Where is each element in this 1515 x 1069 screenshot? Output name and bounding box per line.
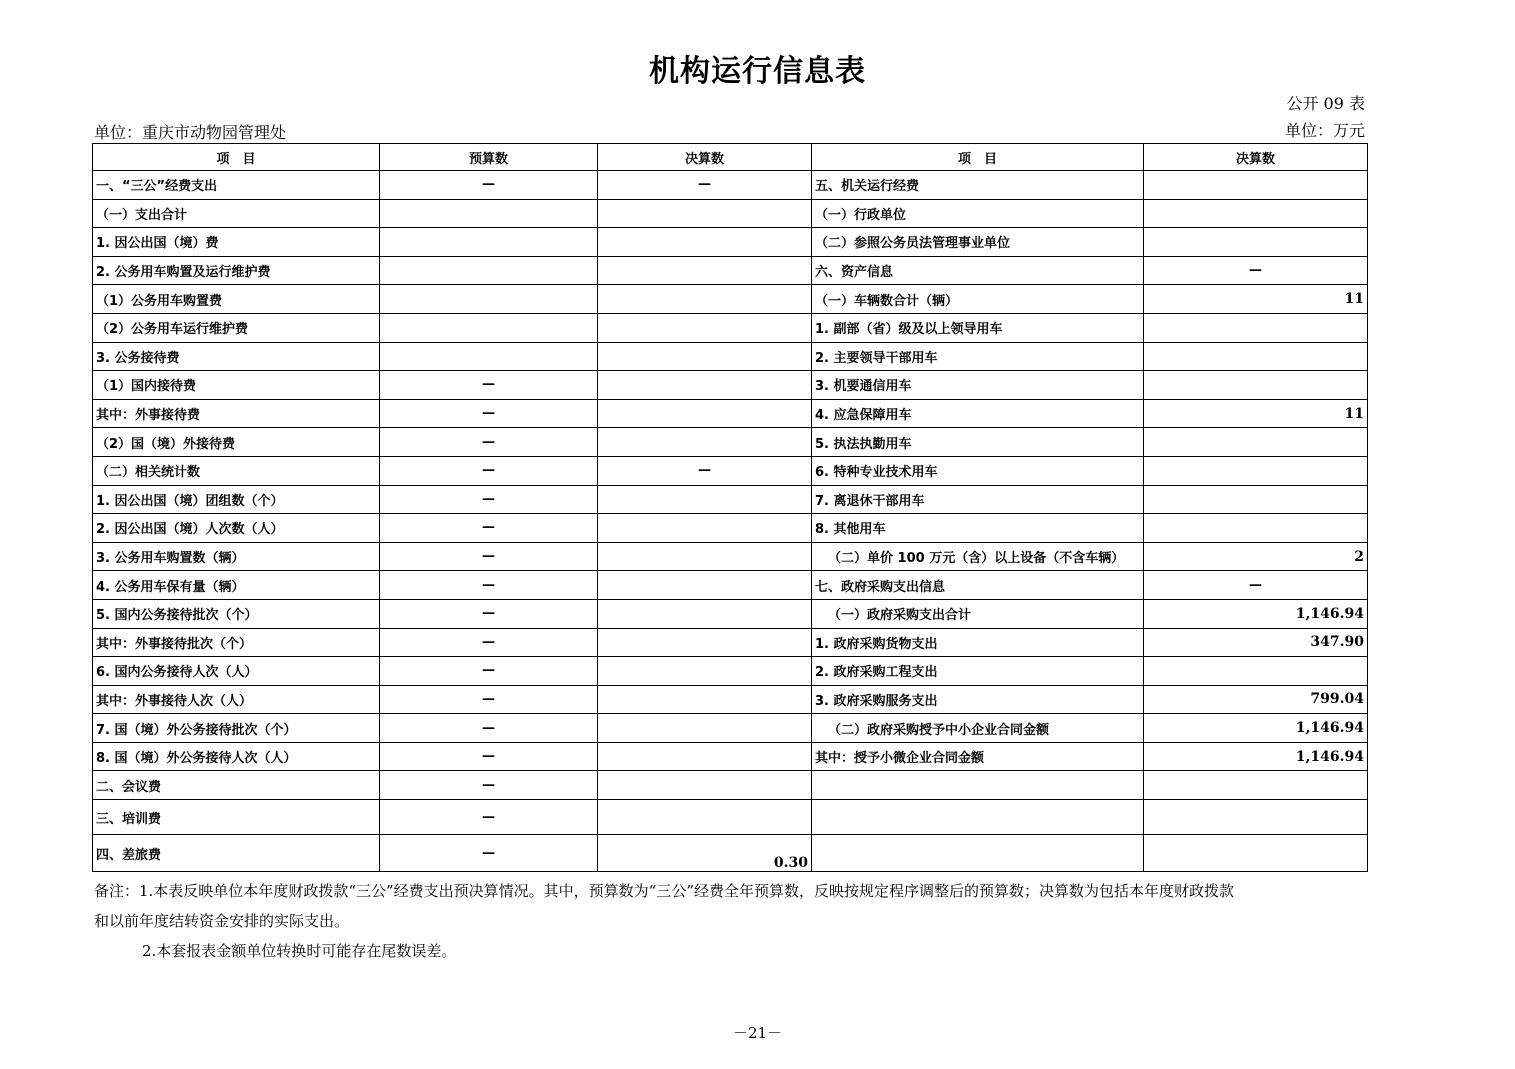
row-item-left: （1）国内接待费 <box>93 371 380 400</box>
row-final-left <box>598 514 812 543</box>
row-final-left <box>598 542 812 571</box>
table-row <box>93 371 1368 400</box>
row-final-right: 1,146.94 <box>1144 599 1368 628</box>
row-budget: — <box>380 800 598 835</box>
row-item-right: 六、资产信息 <box>812 256 1144 285</box>
note-line-3: 2.本套报表金额单位转换时可能存在尾数误差。 <box>142 942 457 960</box>
row-item-left: （2）公务用车运行维护费 <box>93 313 380 342</box>
row-final-right: 347.90 <box>1144 628 1368 657</box>
row-final-right <box>1144 342 1368 371</box>
row-item-right: 3. 机要通信用车 <box>812 371 1144 400</box>
row-item-right: 5. 执法执勤用车 <box>812 428 1144 457</box>
row-budget: — <box>380 571 598 600</box>
row-final-right <box>1144 485 1368 514</box>
row-final-left <box>598 714 812 743</box>
row-item-left: 8. 国（境）外公务接待人次（人） <box>93 742 380 771</box>
row-item-left: （1）公务用车购置费 <box>93 285 380 314</box>
row-final-left <box>598 657 812 686</box>
row-item-left: 1. 因公出国（境）费 <box>93 228 380 257</box>
table-row <box>93 456 1368 485</box>
row-item-right: （一）车辆数合计（辆） <box>812 285 1144 314</box>
row-final-left <box>598 742 812 771</box>
row-budget: — <box>380 371 598 400</box>
row-budget <box>380 313 598 342</box>
row-budget: — <box>380 428 598 457</box>
table-row <box>93 714 1368 743</box>
row-item-right: 1. 副部（省）级及以上领导用车 <box>812 313 1144 342</box>
table-row <box>93 285 1368 314</box>
row-item-left: 3. 公务接待费 <box>93 342 380 371</box>
row-budget: — <box>380 835 598 872</box>
row-item-left: 2. 公务用车购置及运行维护费 <box>93 256 380 285</box>
row-item-right: 7. 离退休干部用车 <box>812 485 1144 514</box>
row-item-right: 2. 主要领导干部用车 <box>812 342 1144 371</box>
row-budget: — <box>380 714 598 743</box>
table-row <box>93 514 1368 543</box>
row-item-left: 二、会议费 <box>93 771 380 800</box>
row-item-right: （二）政府采购授予中小企业合同金额 <box>812 714 1144 743</box>
row-item-left: 5. 国内公务接待批次（个） <box>93 599 380 628</box>
row-budget: — <box>380 485 598 514</box>
table-row <box>93 228 1368 257</box>
row-final-right <box>1144 800 1368 835</box>
row-item-left: 2. 因公出国（境）人次数（人） <box>93 514 380 543</box>
page-number: －21－ <box>732 1024 783 1042</box>
row-item-left: 3. 公务用车购置数（辆） <box>93 542 380 571</box>
table-row <box>93 256 1368 285</box>
row-final-left <box>598 342 812 371</box>
row-item-left: （2）国（境）外接待费 <box>93 428 380 457</box>
table-row <box>93 313 1368 342</box>
row-item-right: （二）单价 100 万元（含）以上设备（不含车辆） <box>812 542 1144 571</box>
row-budget: — <box>380 742 598 771</box>
table-row <box>93 171 1368 200</box>
row-item-right <box>812 771 1144 800</box>
row-budget: — <box>380 542 598 571</box>
row-item-right: 2. 政府采购工程支出 <box>812 657 1144 686</box>
row-item-right: 3. 政府采购服务支出 <box>812 685 1144 714</box>
table-row <box>93 771 1368 800</box>
row-item-left: 其中：外事接待人次（人） <box>93 685 380 714</box>
row-final-right: — <box>1144 256 1368 285</box>
table-row <box>93 542 1368 571</box>
row-budget: — <box>380 456 598 485</box>
table-row <box>93 199 1368 228</box>
header-item-left: 项 目 <box>93 144 380 171</box>
row-final-right <box>1144 835 1368 872</box>
table-row <box>93 657 1368 686</box>
row-final-left <box>598 485 812 514</box>
row-final-left <box>598 313 812 342</box>
row-final-left <box>598 571 812 600</box>
row-final-left <box>598 771 812 800</box>
row-budget <box>380 228 598 257</box>
note-line-1: 备注：1.本表反映单位本年度财政拨款“三公”经费支出预决算情况。其中，预算数为“三公”经费全年预算数，反映按规定程序调整后的预算数；决算数为包括本年度财政拨款 <box>94 882 1234 900</box>
row-final-right: — <box>1144 571 1368 600</box>
row-item-left: 三、培训费 <box>93 800 380 835</box>
row-final-right <box>1144 657 1368 686</box>
row-final-left <box>598 371 812 400</box>
row-final-left: — <box>598 456 812 485</box>
row-item-right <box>812 835 1144 872</box>
row-budget <box>380 285 598 314</box>
row-final-right <box>1144 199 1368 228</box>
row-item-left: 6. 国内公务接待人次（人） <box>93 657 380 686</box>
header-item-right: 项 目 <box>812 144 1144 171</box>
row-item-right: 五、机关运行经费 <box>812 171 1144 200</box>
row-item-right <box>812 800 1144 835</box>
row-item-right: 4. 应急保障用车 <box>812 399 1144 428</box>
row-final-right: 1,146.94 <box>1144 714 1368 743</box>
row-budget <box>380 256 598 285</box>
row-item-right: 6. 特种专业技术用车 <box>812 456 1144 485</box>
row-item-right: （二）参照公务员法管理事业单位 <box>812 228 1144 257</box>
row-final-right: 11 <box>1144 285 1368 314</box>
table-header-row <box>93 144 1368 171</box>
row-final-left <box>598 599 812 628</box>
row-final-left <box>598 399 812 428</box>
row-final-left <box>598 228 812 257</box>
table-row <box>93 800 1368 835</box>
row-final-right: 11 <box>1144 399 1368 428</box>
info-table <box>92 143 1368 872</box>
reporting-unit: 单位：重庆市动物园管理处 <box>94 123 287 142</box>
row-budget: — <box>380 628 598 657</box>
row-budget: — <box>380 685 598 714</box>
form-number: 公开 09 表 <box>1286 94 1365 113</box>
note-line-2: 和以前年度结转资金安排的实际支出。 <box>94 912 350 930</box>
row-budget: — <box>380 657 598 686</box>
row-item-left: 一、“三公”经费支出 <box>93 171 380 200</box>
row-final-left <box>598 800 812 835</box>
table-row <box>93 342 1368 371</box>
row-final-right: 1,146.94 <box>1144 742 1368 771</box>
row-budget: — <box>380 399 598 428</box>
row-final-left <box>598 285 812 314</box>
table-row <box>93 628 1368 657</box>
row-budget <box>380 342 598 371</box>
row-final-left: 0.30 <box>598 835 812 872</box>
row-budget: — <box>380 771 598 800</box>
row-final-left <box>598 428 812 457</box>
table-row <box>93 428 1368 457</box>
row-final-right <box>1144 771 1368 800</box>
row-budget: — <box>380 171 598 200</box>
table-row <box>93 571 1368 600</box>
row-final-right <box>1144 171 1368 200</box>
row-budget: — <box>380 599 598 628</box>
row-budget: — <box>380 514 598 543</box>
row-budget <box>380 199 598 228</box>
table-row <box>93 599 1368 628</box>
header-final-right: 决算数 <box>1144 144 1368 171</box>
table-row <box>93 742 1368 771</box>
row-final-right <box>1144 371 1368 400</box>
row-final-left <box>598 256 812 285</box>
row-final-left: — <box>598 171 812 200</box>
header-final-left: 决算数 <box>598 144 812 171</box>
row-item-left: 其中：外事接待费 <box>93 399 380 428</box>
row-final-right <box>1144 228 1368 257</box>
row-final-right <box>1144 456 1368 485</box>
row-item-left: 1. 因公出国（境）团组数（个） <box>93 485 380 514</box>
table-row <box>93 399 1368 428</box>
notes <box>94 876 1364 966</box>
table-row <box>93 485 1368 514</box>
row-item-right: 8. 其他用车 <box>812 514 1144 543</box>
row-final-right: 2 <box>1144 542 1368 571</box>
row-item-left: 7. 国（境）外公务接待批次（个） <box>93 714 380 743</box>
row-item-left: （二）相关统计数 <box>93 456 380 485</box>
row-final-right <box>1144 428 1368 457</box>
row-item-right: 其中：授予小微企业合同金额 <box>812 742 1144 771</box>
row-item-right: 1. 政府采购货物支出 <box>812 628 1144 657</box>
row-final-left <box>598 628 812 657</box>
row-final-right <box>1144 313 1368 342</box>
row-item-left: 4. 公务用车保有量（辆） <box>93 571 380 600</box>
row-item-left: 四、差旅费 <box>93 835 380 872</box>
row-item-left: 其中：外事接待批次（个） <box>93 628 380 657</box>
currency-unit: 单位：万元 <box>1284 121 1365 140</box>
row-final-left <box>598 199 812 228</box>
row-final-left <box>598 685 812 714</box>
table-row <box>93 685 1368 714</box>
row-final-right <box>1144 514 1368 543</box>
row-item-right: （一）行政单位 <box>812 199 1144 228</box>
row-item-right: 七、政府采购支出信息 <box>812 571 1144 600</box>
table-row <box>93 835 1368 872</box>
row-item-right: （一）政府采购支出合计 <box>812 599 1144 628</box>
row-final-right: 799.04 <box>1144 685 1368 714</box>
page-title: 机构运行信息表 <box>649 54 866 89</box>
header-budget: 预算数 <box>380 144 598 171</box>
row-item-left: （一）支出合计 <box>93 199 380 228</box>
